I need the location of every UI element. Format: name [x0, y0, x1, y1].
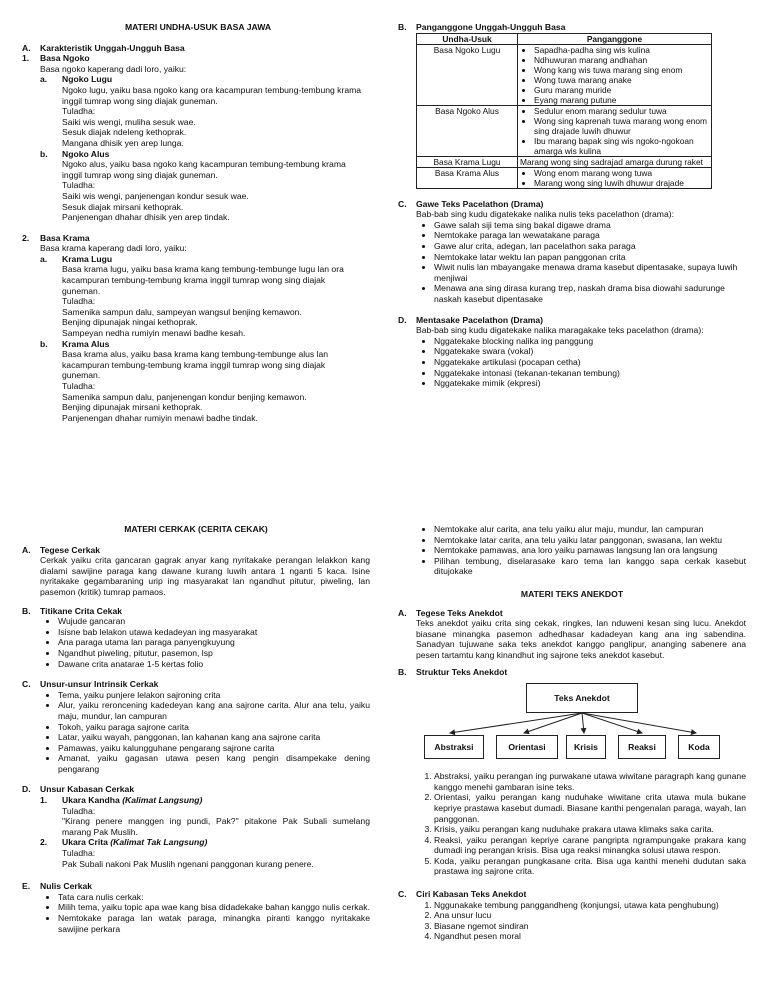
list-item: • Gawe alur crita, adegan, lan pacelathon saka paraga: [434, 241, 748, 252]
cerkak-d2-heading: 2. Ukara Crita (Kalimat Tak Langsung): [40, 837, 208, 848]
list-item: • Pilihan tembung, diselarasake karo tema lan kanggo sapa cerkak kasebut ditujokake: [434, 556, 746, 577]
table-row: [417, 156, 712, 167]
table-header: Panganggone: [518, 33, 712, 44]
list-item: 1. Abstraksi, yaiku perangan ing purwakane utawa wiwitane paragraph kang gunane kanggo menehi gambaran isine teks.: [434, 771, 746, 792]
cerkak-continued-list: [398, 524, 746, 577]
subsection-1b-heading: b. Ngoko Alus: [40, 148, 110, 159]
cerkak-section-e-heading: E. Nulis Cerkak: [22, 881, 93, 892]
list-item: • Isisne bab lelakon utawa kedadeyan ing masyarakat: [58, 627, 370, 638]
list-item: • Tata cara nulis cerkak:: [58, 892, 370, 903]
section-c-intro: Bab-bab sing kudu digatekake nalika nulis teks pacelathon (drama):: [416, 209, 674, 220]
list-item: • Nggatekake artikulasi (pocapan cetha): [434, 357, 748, 368]
list-item: • Nggatekake swara (vokal): [434, 346, 748, 357]
table-cell-usage: • Wong enom marang wong tuwa • Marang wong sing luwih dhuwur drajade: [518, 167, 712, 188]
diagram-box-orientasi: Orientasi: [496, 735, 558, 759]
list-item: 1. Nggunakake tembung panggandheng (konjungsi, utawa kata penghubung): [434, 900, 746, 911]
cerkak-d1-heading: 1. Ukara Kandha (Kalimat Langsung): [40, 795, 203, 806]
list-item: • Wiwit nulis lan mbayangake menawa drama kasebut dipentasake, supaya luwih menjiwai: [434, 262, 748, 283]
section-d-intro: Bab-bab sing kudu digatekake nalika maragakake teks pacelathon (drama):: [416, 325, 704, 336]
table-row: [417, 167, 712, 188]
cerkak-section-a-text: Cerkak yaiku crita gancaran gagrak anyar kang nyritakake perangan lelakkon kang dialami sawijine paraga kang dawane kurang luwih antara 1 nganti 5 kaca. Isine nyritakake gegambaraning urip ing masyarakat lan ngandhut pitutur, piweling, lan pasemon (kritik) tumrap pamaos.: [40, 555, 370, 597]
table-header-row: [417, 33, 712, 44]
list-item: • Ngandhut piweling, pitutur, pasemon, lsp: [58, 648, 370, 659]
table-cell-level: Basa Ngoko Lugu: [417, 44, 518, 105]
column-top-right: [398, 22, 748, 389]
list-item: • Nggatekake mimik (ekpresi): [434, 378, 748, 389]
list-item: • Nemtokake paraga lan watak paraga, minangka piranti kanggo nyritakake sawijine perkara: [58, 913, 370, 934]
page-title: MATERI UNDHA-USUK BASA JAWA: [124, 22, 272, 32]
cerkak-section-c-heading: C. Unsur-unsur Intrinsik Cerkak: [22, 679, 159, 690]
table-cell-level: Basa Krama Alus: [417, 167, 518, 188]
section-a-heading: A. Karakteristik Unggah-Ungguh Basa: [22, 42, 185, 53]
anekdot-section-b-heading: B. Struktur Teks Anekdot: [398, 666, 508, 677]
anekdot-section-a-text: Teks anekdot yaiku crita sing cekak, ringkes, lan nduweni kesan sing lucu. Anekdot biasane minangka pasemon adhedhasar kadadeyan kang ana ing sabendina. Sanadyan tujuwane saka teks anekdot kanggo panglipur, ananging sabenere ana pesen tartamtu kang kinandhut ing sajrone teks anekdot kasebut.: [416, 618, 746, 660]
list-item: • Nggatekake intonasi (tekanan-tekanan tembung): [434, 368, 748, 379]
list-item: • Tema, yaiku punjere lelakon sajroning crita: [58, 690, 370, 701]
ciri-list: [398, 900, 746, 942]
cerkak-section-b-list: [22, 616, 370, 669]
column-top-left: [22, 22, 374, 423]
diagram-box-abstraksi: Abstraksi: [424, 735, 484, 759]
section-c-list: [398, 220, 748, 305]
cerkak-section-b-heading: B. Titikane Crita Cekak: [22, 605, 122, 616]
subsection-1a-body: Ngoko lugu, yaiku basa ngoko kang ora kacampuran tembung-tembung krama inggil tumrap wong sing diajak guneman. Tuladha: Saiki wis wengi, muliha sesuk wae. Sesuk diajak ndeleng kethoprak. Mangana dhisik yen arep lunga.: [62, 84, 362, 148]
table-cell-level: Basa Krama Lugu: [417, 156, 518, 167]
table-cell-usage: • Sapadha-padha sing wis kulina • Ndhuwuran marang andhahan • Wong kang wis tuwa marang sing enom • Wong tuwa marang anake • Guru marang muride • Eyang marang putune: [518, 44, 712, 105]
anekdot-title: MATERI TEKS ANEKDOT: [520, 588, 624, 599]
section-c-heading: C. Gawe Teks Pacelathon (Drama): [398, 198, 544, 209]
cerkak-section-e-list: [22, 892, 370, 934]
list-item: • Nemtokake paraga lan wewatakane paraga: [434, 230, 748, 241]
list-item: • Pamawas, yaiku kalungguhane pengarang sajrone carita: [58, 743, 370, 754]
list-item: • Nggatekake blocking nalika ing panggung: [434, 336, 748, 347]
list-item: 4. Ngandhut pesen moral: [434, 931, 746, 942]
list-item: 2. Orientasi, yaiku perangan kang nuduhake wiwitane crita utawa mula bukane kepriye prastawa kasebut dumadi. Biasane kanthi pengenalan paraga, wayah, lan panggonan.: [434, 792, 746, 824]
list-item: • Nemtokake latar carita, ana telu yaiku latar panggonan, swasana, lan wektu: [434, 535, 746, 546]
list-item: • Dawane crita anatarae 1-5 kertas folio: [58, 659, 370, 670]
list-item: • Tokoh, yaiku paraga sajrone carita: [58, 722, 370, 733]
column-bottom-right: [398, 524, 746, 942]
list-item: • Wujude gancaran: [58, 616, 370, 627]
column-bottom-left: [22, 524, 370, 934]
list-item: 3. Krisis, yaiku perangan kang nuduhake prakara utawa klimaks saka carita.: [434, 824, 746, 835]
diagram-box-koda: Koda: [678, 735, 720, 759]
table-cell-usage: Marang wong sing sadrajad amarga durung raket: [518, 156, 712, 167]
cerkak-section-c-list: [22, 690, 370, 775]
subsection-2b-body: Basa krama alus, yaiku basa krama kang tembung-tembunge alus lan kacampuran tembung-tembung krama inggil tumrap wong sing diajak guneman. Tuladha: Samenika sampun dalu, panjenengan kondur benjing kemawon. Benjing dipunajak mirsani kethoprak. Panjenengan dhahar rumiyin menawi badhe tindak.: [62, 349, 329, 423]
table-cell-usage: • Sedulur enom marang sedulur tuwa • Wong sing kaprenah tuwa marang wong enom sing drajade luwih dhuwur • Ibu marang bapak sing wis ngoko-ngokoan amarga wis kulina: [518, 105, 712, 156]
list-item: • Ana paraga utama lan paraga panyengkuyung: [58, 637, 370, 648]
table-cell-level: Basa Ngoko Alus: [417, 105, 518, 156]
list-item: • Menawa ana sing dirasa kurang trep, naskah drama bisa diowahi sadurunge naskah kasebut dipentasake: [434, 283, 748, 304]
subsection-2b-heading: b. Krama Alus: [40, 338, 110, 349]
subsection-2a-heading: a. Krama Lugu: [40, 253, 113, 264]
cerkak-title: MATERI CERKAK (CERITA CEKAK): [124, 524, 268, 534]
list-item: • Alur, yaiku reroncening kadedeyan kang ana sajrone carita. Alur ana telu, yaiku maju, mundur, lan campuran: [58, 700, 370, 721]
subsection-2a-body: Basa krama lugu, yaiku basa krama kang tembung-tembunge lugu lan ora kacampuran tembung-tembung krama inggil tumrap wong sing diajak guneman. Tuladha: Samenika sampun dalu, sampeyan wangsul benjing kemawon. Benjing dipunajak ningai kethoprak. Sampeyan nedha rumiyin menawi badhe kesah.: [62, 264, 344, 339]
table-header: Undha-Usuk: [417, 33, 518, 44]
section-2-heading: 2. Basa Krama: [22, 232, 90, 243]
cerkak-section-a-heading: A. Tegese Cerkak: [22, 544, 101, 555]
list-item: • Nemtokake pamawas, ana loro yaiku pamawas langsung lan ora langsung: [434, 545, 746, 556]
anekdot-section-a-heading: A. Tegese Teks Anekdot: [398, 607, 503, 618]
struktur-list: [398, 771, 746, 877]
cerkak-section-d-heading: D. Unsur Kabasan Cerkak: [22, 784, 135, 795]
cerkak-d2-body: Tuladha: Pak Subali nakoni Pak Muslih ngenani panggonan kurang penere.: [62, 848, 314, 869]
section-b-heading: B. Panganggone Unggah-Ungguh Basa: [398, 22, 566, 32]
list-item: 4. Reaksi, yaiku perangan kepriye carane pangripta ngrampungake prakara kang dumadi ing perangan krisis. Bisa uga reaksi minangka solusi utawa respon.: [434, 835, 746, 856]
diagram-root-box: Teks Anekdot: [526, 683, 638, 713]
diagram-box-krisis: Krisis: [566, 735, 606, 759]
list-item: • Latar, yaiku wayah, panggonan, lan kahanan kang ana sajrone carita: [58, 732, 370, 743]
list-item: 3. Biasane ngemot sindiran: [434, 921, 746, 932]
list-item: • Amanat, yaiku gagasan utawa pesen kang pengin disampekake dening pengarang: [58, 753, 370, 774]
list-item: • Gawe salah siji tema sing bakal digawe drama: [434, 220, 748, 231]
cerkak-d1-body: Tuladha: "Kirang penere manggen ing pundi, Pak?" pitakone Pak Subali sumelang marang Pak Muslih.: [62, 805, 370, 837]
section-d-list: [398, 336, 748, 389]
list-item: 2. Ana unsur lucu: [434, 910, 746, 921]
section-1-text: Basa ngoko kaperang dadi loro, yaiku:: [40, 63, 187, 74]
section-d-heading: D. Mentasake Pacelathon (Drama): [398, 314, 544, 325]
diagram-box-reaksi: Reaksi: [618, 735, 666, 759]
table-row: [417, 105, 712, 156]
list-item: • Nemtokake alur carita, ana telu yaiku alur maju, mundur, lan campuran: [434, 524, 746, 535]
list-item: • Nemtokake latar wektu lan papan panggonan crita: [434, 252, 748, 263]
table-row: [417, 44, 712, 105]
subsection-1a-heading: a. Ngoko Lugu: [40, 74, 113, 85]
struktur-diagram: [402, 683, 762, 763]
section-1-heading: 1. Basa Ngoko: [22, 53, 90, 64]
list-item: • Milih tema, yaiku topic apa wae kang bisa didadekake bahan kanggo nulis cerkak.: [58, 902, 370, 913]
undha-usuk-table: [416, 33, 712, 189]
anekdot-section-c-heading: C. Ciri Kabasan Teks Anekdot: [398, 889, 527, 900]
list-item: 5. Koda, yaiku perangan pungkasane crita. Bisa uga kanthi menehi dudutan saka prastawa ing sajrone crita.: [434, 856, 746, 877]
subsection-1b-body: Ngoko alus, yaiku basa ngoko kang kacampuran tembung-tembung krama inggil tumrap wong sing diajak guneman. Tuladha: Saiki wis wengi, panjenengan kondur sesuk wae. Sesuk diajak mirsani kethoprak. Panjenengan dhahar dhisik yen arep tindak.: [62, 159, 346, 223]
section-2-text: Basa krama kaperang dadi loro, yaiku:: [40, 243, 187, 254]
